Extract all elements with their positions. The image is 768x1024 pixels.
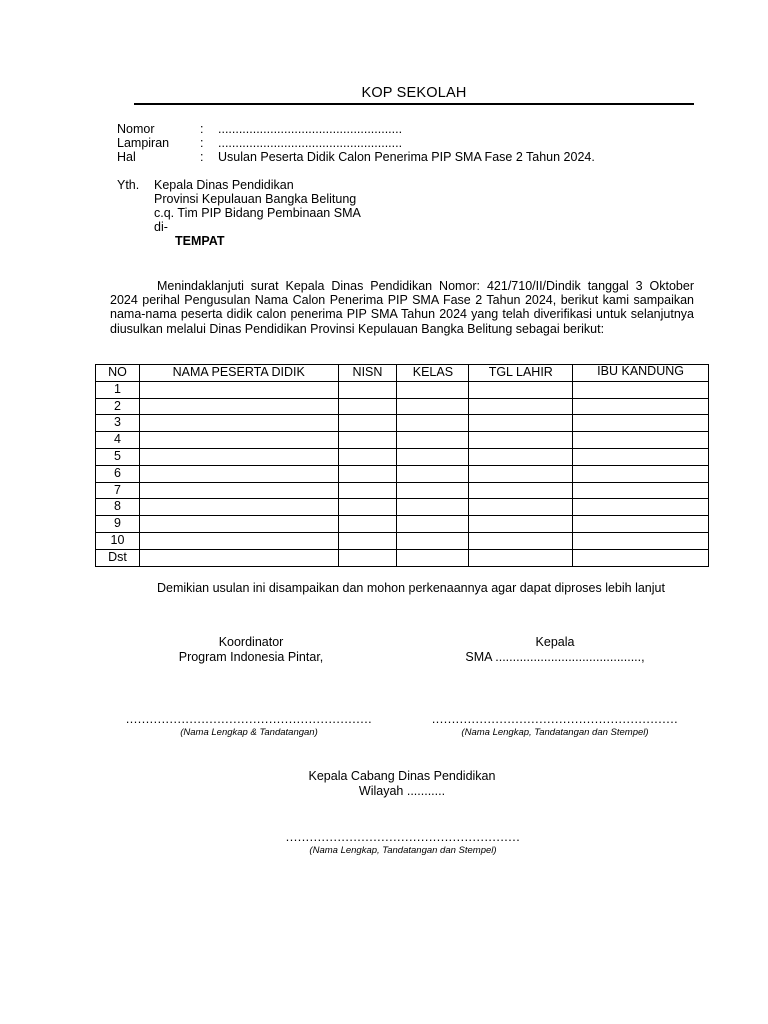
- cell: [397, 549, 469, 566]
- cell: [338, 432, 397, 449]
- signature-right-dots: ..............................................................: [431, 712, 679, 726]
- cell: [139, 482, 338, 499]
- table-row: [96, 482, 709, 499]
- cell: [573, 465, 709, 482]
- cell: [573, 398, 709, 415]
- signature-left-hint: (Nama Lengkap & Tandatangan): [180, 727, 318, 738]
- intro-text: Menindaklanjuti surat Kepala Dinas Pendidikan Nomor: 421/710/II/Dindik tanggal 3 Oktober 2024 perihal Pengusulan Nama Calon Penerima PIP SMA Fase 2 Tahun 2024, berikut kami sampaikan nama-nama peserta didik calon penerima PIP SMA Tahun 2024 yang telah diverifikasi untuk selanjutnya diusulkan melalui Dinas Pendidikan Provinsi Kepulauan Bangka Belitung sebagai berikut:: [110, 279, 694, 336]
- cell: [397, 532, 469, 549]
- cell: [139, 532, 338, 549]
- recipient-line: c.q. Tim PIP Bidang Pembinaan SMA: [154, 206, 361, 220]
- table-row: [96, 381, 709, 398]
- meta-value-hal: Usulan Peserta Didik Calon Penerima PIP SMA Fase 2 Tahun 2024.: [218, 150, 595, 164]
- cell: [139, 448, 338, 465]
- letterhead-divider: [134, 103, 694, 105]
- row-number: 2: [96, 398, 140, 415]
- cell: [338, 549, 397, 566]
- cell: [397, 432, 469, 449]
- table-row: [96, 516, 709, 533]
- signature-left-dots: ..............................................................: [125, 712, 373, 726]
- cell: [338, 499, 397, 516]
- column-header-ibu-kandung: IBU KANDUNG: [573, 365, 709, 382]
- cell: [573, 432, 709, 449]
- cell: [338, 448, 397, 465]
- cell: [338, 532, 397, 549]
- column-header-tgl-lahir: TGL LAHIR: [469, 365, 573, 382]
- row-number: 3: [96, 415, 140, 432]
- cell: [469, 381, 573, 398]
- cell: [469, 499, 573, 516]
- recipient-line: Kepala Dinas Pendidikan: [154, 178, 294, 192]
- cell: [573, 532, 709, 549]
- column-header-kelas: KELAS: [397, 365, 469, 382]
- signature-right-hint: (Nama Lengkap, Tandatangan dan Stempel): [461, 727, 649, 738]
- cell: [397, 398, 469, 415]
- cell: [338, 381, 397, 398]
- table-header-row: [96, 365, 709, 382]
- cell: [139, 415, 338, 432]
- cell: [469, 415, 573, 432]
- cell: [469, 549, 573, 566]
- meta-label-hal: Hal: [117, 150, 136, 164]
- cell: [469, 532, 573, 549]
- table-row: [96, 549, 709, 566]
- meta-colon: :: [200, 150, 204, 164]
- signature-left-title: [133, 635, 369, 665]
- cell: [139, 499, 338, 516]
- recipient-salutation: Yth.: [117, 178, 140, 192]
- meta-colon: :: [200, 122, 204, 136]
- cell: [397, 415, 469, 432]
- cell: [338, 465, 397, 482]
- signature-right-title: [430, 635, 680, 665]
- intro-paragraph: [110, 279, 694, 336]
- signature-right-role: Kepala: [535, 635, 575, 649]
- cell: [139, 465, 338, 482]
- signature-bottom-dots: ...........................................................: [285, 830, 521, 844]
- cell: [469, 465, 573, 482]
- row-number: 10: [96, 532, 140, 549]
- cell: [397, 482, 469, 499]
- meta-value-lampiran: .....................................................: [218, 136, 403, 150]
- cell: [338, 398, 397, 415]
- cell: [573, 482, 709, 499]
- cell: [573, 499, 709, 516]
- cell: [397, 448, 469, 465]
- cell: [139, 381, 338, 398]
- cell: [469, 516, 573, 533]
- closing-paragraph: [110, 581, 694, 595]
- cell: [469, 482, 573, 499]
- row-number: 4: [96, 432, 140, 449]
- cell: [338, 516, 397, 533]
- row-number: Dst: [96, 549, 140, 566]
- cell: [397, 499, 469, 516]
- cell: [397, 381, 469, 398]
- row-number: 1: [96, 381, 140, 398]
- table-row: [96, 398, 709, 415]
- cell: [338, 482, 397, 499]
- cell: [139, 398, 338, 415]
- signature-left-program: Program Indonesia Pintar,: [178, 650, 324, 664]
- signature-bottom-role: Kepala Cabang Dinas Pendidikan: [308, 769, 496, 783]
- row-number: 8: [96, 499, 140, 516]
- letterhead-title: KOP SEKOLAH: [361, 85, 467, 101]
- meta-value-nomor: .....................................................: [218, 122, 403, 136]
- column-header-no: NO: [96, 365, 140, 382]
- table-row: [96, 532, 709, 549]
- cell: [469, 432, 573, 449]
- table-row: [96, 499, 709, 516]
- table-row: [96, 432, 709, 449]
- cell: [573, 415, 709, 432]
- cell: [338, 415, 397, 432]
- cell: [139, 516, 338, 533]
- row-number: 5: [96, 448, 140, 465]
- recipient-line: di-: [154, 220, 168, 234]
- column-header-nama: NAMA PESERTA DIDIK: [139, 365, 338, 382]
- cell: [469, 448, 573, 465]
- signature-bottom-title: [262, 769, 542, 799]
- meta-label-nomor: Nomor: [117, 122, 155, 136]
- signature-right-school: SMA ..........................................,: [465, 650, 645, 664]
- cell: [573, 516, 709, 533]
- row-number: 9: [96, 516, 140, 533]
- row-number: 7: [96, 482, 140, 499]
- meta-label-lampiran: Lampiran: [117, 136, 170, 150]
- cell: [573, 448, 709, 465]
- signature-bottom-region: Wilayah ...........: [358, 784, 446, 798]
- row-number: 6: [96, 465, 140, 482]
- cell: [139, 432, 338, 449]
- cell: [397, 465, 469, 482]
- cell: [573, 381, 709, 398]
- cell: [397, 516, 469, 533]
- column-header-nisn: NISN: [338, 365, 397, 382]
- signature-bottom-hint: (Nama Lengkap, Tandatangan dan Stempel): [309, 845, 497, 856]
- table-row: [96, 465, 709, 482]
- recipient-place: TEMPAT: [175, 234, 225, 248]
- table-row: [96, 448, 709, 465]
- closing-text: Demikian usulan ini disampaikan dan mohon perkenaannya agar dapat diproses lebih lanjut: [157, 581, 665, 595]
- signature-left-role: Koordinator: [218, 635, 284, 649]
- meta-colon: :: [200, 136, 204, 150]
- table-row: [96, 415, 709, 432]
- cell: [139, 549, 338, 566]
- recipient-line: Provinsi Kepulauan Bangka Belitung: [154, 192, 357, 206]
- cell: [469, 398, 573, 415]
- cell: [573, 549, 709, 566]
- student-table: [95, 364, 709, 567]
